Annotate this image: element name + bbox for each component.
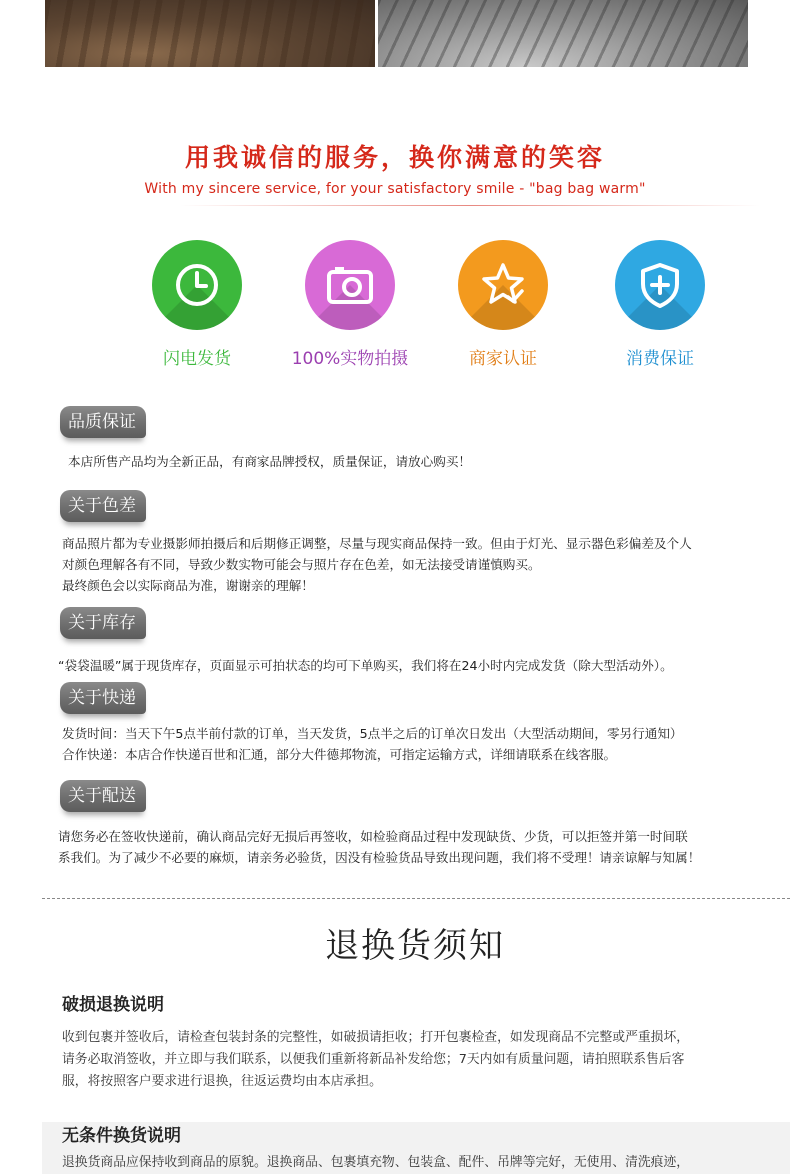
badge-quality: 品质保证 xyxy=(60,406,146,438)
quality-line: 本店所售产品均为全新正品，有商家品牌授权，质量保证，请放心购买！ xyxy=(68,454,471,469)
feature-consumer-guarantee xyxy=(580,240,740,370)
slogan-divider xyxy=(180,205,760,206)
unconditional-line: 退换货商品应保持收到商品的原貌。退换商品、包裹填充物、包装盒、配件、吊牌等完好，无使用、清洗痕迹， xyxy=(62,1155,690,1170)
badge-stock: 关于库存 xyxy=(60,607,146,639)
stock-line: “袋袋温暖”属于现货库存，页面显示可拍状态的均可下单购买，我们将在24小时内完成发货（除大型活动外）。 xyxy=(58,658,673,673)
color-difference-text xyxy=(62,533,782,596)
color-line: 最终颜色会以实际商品为准，谢谢亲的理解！ xyxy=(62,578,314,593)
color-line: 对颜色理解各有不同，导致少数实物可能会与照片存在色差，如无法接受请谨慎购买。 xyxy=(62,557,541,572)
feature-label-merchant-certified: 商家认证 xyxy=(469,349,537,369)
damage-heading: 破损退换说明 xyxy=(62,995,164,1015)
delivery-text xyxy=(62,723,782,765)
damage-line: 请务必取消签收，并立即与我们联系，以便我们重新将新品补发给您；7天内如有质量问题，请拍照联系售后客 xyxy=(62,1052,685,1067)
distribution-line: 系我们。为了减少不必要的麻烦，请亲务必验货，因没有检验货品导致出现问题，我们将不受理！请亲谅解与知属！ xyxy=(58,850,701,865)
unconditional-heading: 无条件换货说明 xyxy=(62,1126,181,1146)
unconditional-text xyxy=(62,1152,782,1174)
pipe-tunnel-photo xyxy=(378,0,748,67)
damage-line: 服，将按照客户要求进行退换，往返运费均由本店承担。 xyxy=(62,1074,382,1089)
delivery-line: 合作快递：本店合作快递百世和汇通，部分大件德邦物流，可指定运输方式，详细请联系在线客服。 xyxy=(62,747,617,762)
quality-text xyxy=(68,451,788,472)
badge-color-difference: 关于色差 xyxy=(60,490,146,522)
camera-icon xyxy=(305,240,395,330)
feature-real-photos xyxy=(270,240,430,370)
color-line: 商品照片都为专业摄影师拍摄后和后期修正调整，尽量与现实商品保持一致。但由于灯光、显示器色彩偏差及个人 xyxy=(62,536,692,551)
feature-label-fast-shipping: 闪电发货 xyxy=(163,349,231,369)
badge-delivery: 关于快递 xyxy=(60,682,146,714)
shield-icon xyxy=(615,240,705,330)
feature-label-consumer-guarantee: 消费保证 xyxy=(626,349,694,369)
stock-text xyxy=(58,655,778,676)
feature-label-real-photos: 100%实物拍摄 xyxy=(291,349,409,369)
star-badge-icon xyxy=(458,240,548,330)
feature-merchant-certified xyxy=(423,240,583,370)
damage-text xyxy=(62,1027,782,1093)
section-divider xyxy=(42,898,790,899)
distribution-line: 请您务必在签收快递前，确认商品完好无损后再签收，如检验商品过程中发现缺货、少货，可以拒签并第一时间联 xyxy=(58,829,688,844)
slogan-subtitle: With my sincere service, for your satisfactory smile - "bag bag warm" xyxy=(144,181,646,197)
slogan-title: 用我诚信的服务，换你满意的笑容 xyxy=(184,143,605,172)
badge-distribution: 关于配送 xyxy=(60,780,146,812)
delivery-line: 发货时间：当天下午5点半前付款的订单，当天发货，5点半之后的订单次日发出（大型活动期间，零另行通知） xyxy=(62,726,683,741)
feature-fast-shipping xyxy=(117,240,277,370)
construction-photo xyxy=(45,0,375,67)
returns-title: 退换货须知 xyxy=(325,926,505,966)
distribution-text xyxy=(58,826,778,868)
damage-line: 收到包裹并签收后，请检查包装封条的完整性，如破损请拒收；打开包裹检查，如发现商品不完整或严重损坏， xyxy=(62,1030,690,1045)
clock-icon xyxy=(152,240,242,330)
